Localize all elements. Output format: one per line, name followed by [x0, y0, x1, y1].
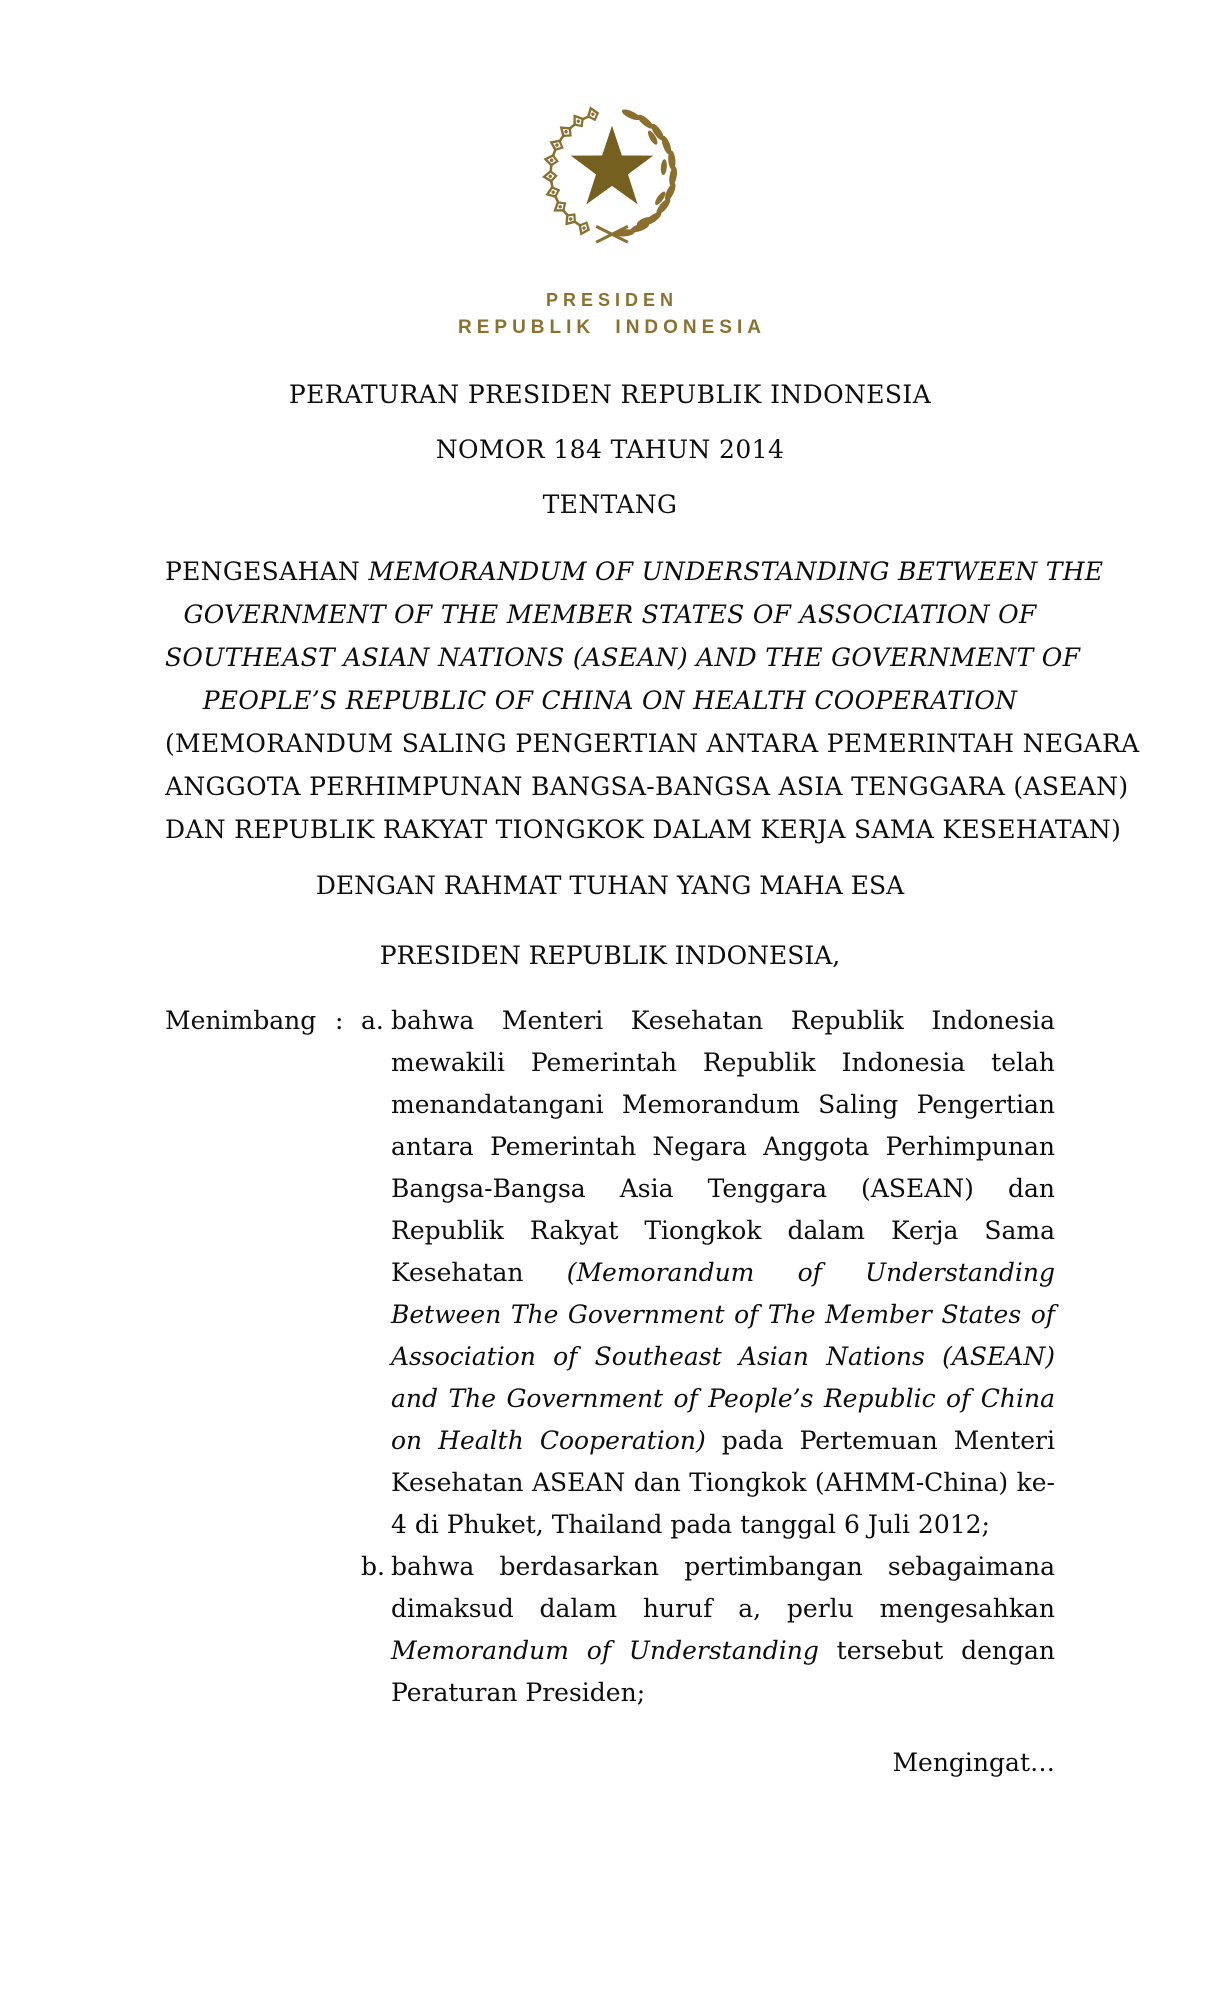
star-wreath-emblem-icon: [533, 98, 691, 256]
letterhead: [0, 286, 1224, 342]
subject-italic-segment: MEMORANDUM OF UNDERSTANDING BETWEEN THE: [368, 557, 1104, 586]
regulation-title: PERATURAN PRESIDEN REPUBLIK INDONESIA: [288, 380, 932, 409]
item-a-seg3: pada Pertemuan Menteri Kesehatan ASEAN dan Tiongkok (AHMM-China) ke-4 di Phuket, Thailand pada tanggal 6 Juli 2012;: [391, 1426, 1055, 1539]
catchword-mengingat: Mengingat…: [892, 1748, 1055, 1777]
presidential-emblem: [533, 98, 691, 256]
subject-title-line-5: (MEMORANDUM SALING PENGERTIAN ANTARA PEMERINTAH NEGARA: [165, 729, 1140, 758]
considering-block: [165, 1000, 1055, 1714]
regulation-number: NOMOR 184 TAHUN 2014: [435, 435, 785, 464]
item-b-marker: b.: [361, 1552, 385, 1581]
invocation-line: DENGAN RAHMAT TUHAN YANG MAHA ESA: [315, 871, 905, 900]
considering-items: [361, 1000, 1055, 1714]
subject-title-line-2: GOVERNMENT OF THE MEMBER STATES OF ASSOCIATION OF: [183, 600, 1037, 629]
subject-upright-segment: PENGESAHAN: [165, 557, 369, 586]
authority-line: PRESIDEN REPUBLIK INDONESIA,: [379, 941, 841, 970]
item-a-marker: a.: [361, 1006, 384, 1035]
considering-item-a: [361, 1000, 1055, 1546]
item-b-text: [391, 1546, 1055, 1714]
item-b-seg3: tersebut dengan Peraturan Presiden;: [391, 1636, 1055, 1707]
subject-title-line-7: DAN REPUBLIK RAKYAT TIONGKOK DALAM KERJA SAMA KESEHATAN): [165, 815, 1122, 844]
star-icon: [571, 126, 654, 205]
considering-item-b: [361, 1546, 1055, 1714]
item-a-seg1: bahwa Menteri Kesehatan Republik Indonesia mewakili Pemerintah Republik Indonesia telah menandatangani Memorandum Saling Pengertian antara Pemerintah Negara Anggota Perhimpunan Bangsa-Bangsa Asia Tenggara (ASEAN) dan Republik Rakyat Tiongkok dalam Kerja Sama Kesehatan: [391, 1006, 1055, 1287]
item-b-seg1: bahwa berdasarkan pertimbangan sebagaimana dimaksud dalam huruf a, perlu mengesahkan: [391, 1552, 1055, 1623]
considering-colon: :: [335, 1006, 344, 1035]
subject-title-block: [165, 550, 1140, 851]
subject-title-line-1: [165, 550, 1104, 593]
regulation-tentang: TENTANG: [542, 490, 678, 519]
subject-title-line-3: SOUTHEAST ASIAN NATIONS (ASEAN) AND THE GOVERNMENT OF: [165, 643, 1081, 672]
item-a-seg2-italic: (Memorandum of Understanding Between The Government of The Member States of Association of Southeast Asian Nations (ASEAN) and The Government of People’s Republic of China on Health Cooperation): [391, 1258, 1055, 1455]
document-body: [0, 378, 1224, 1784]
subject-title-line-4: PEOPLE’S REPUBLIC OF CHINA ON HEALTH COOPERATION: [202, 686, 1018, 715]
letterhead-presiden: PRESIDEN: [545, 290, 679, 310]
item-a-text: [391, 1000, 1055, 1546]
subject-title-line-6: ANGGOTA PERHIMPUNAN BANGSA-BANGSA ASIA TENGGARA (ASEAN): [165, 772, 1129, 801]
item-b-seg2-italic: Memorandum of Understanding: [391, 1636, 819, 1665]
considering-label: Menimbang: [165, 1006, 317, 1035]
letterhead-republik-indonesia: REPUBLIK INDONESIA: [458, 317, 766, 338]
